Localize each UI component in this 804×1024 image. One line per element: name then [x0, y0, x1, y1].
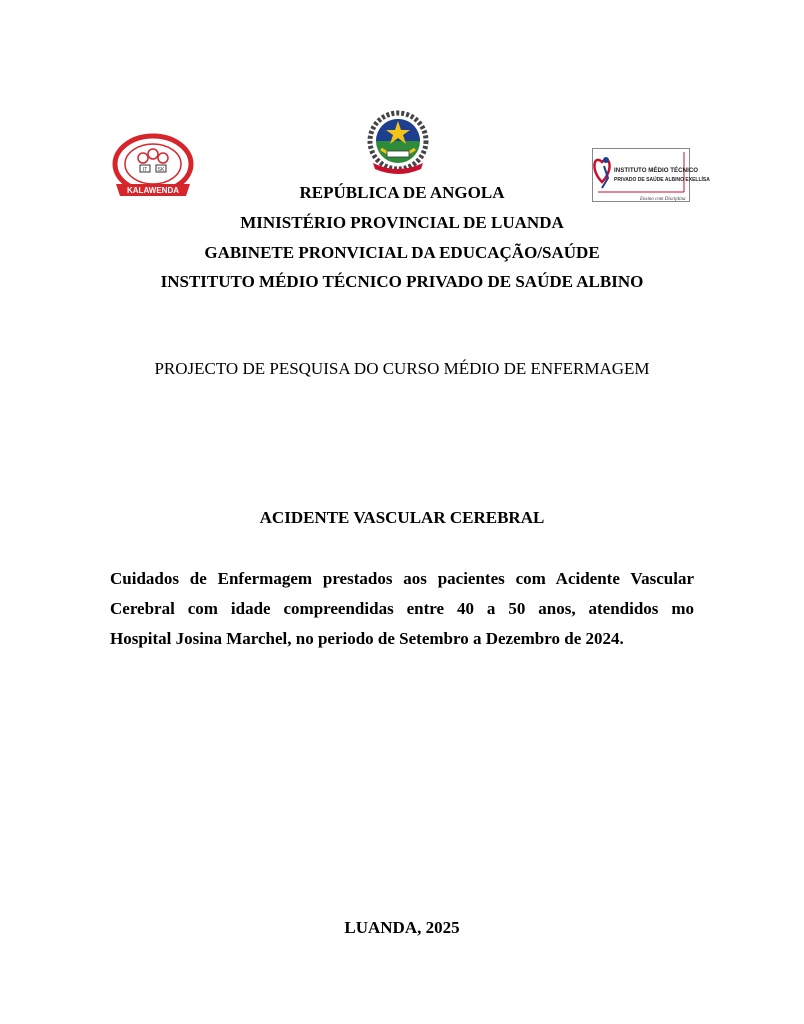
- header-cabinet: GABINETE PRONVICIAL DA EDUCAÇÃO/SAÚDE: [204, 243, 600, 262]
- research-topic-title: ACIDENTE VASCULAR CEREBRAL: [259, 508, 545, 527]
- description-line: Hospital Josina Marchel, no periodo de Setembro a Dezembro de 2024.: [110, 629, 624, 648]
- location-year: LUANDA, 2025: [344, 918, 460, 937]
- header-ministry: MINISTÉRIO PROVINCIAL DE LUANDA: [240, 213, 564, 232]
- description-line: Cerebral com idade compreendidas entre 40 a 50 anos, atendidos mo: [110, 599, 694, 618]
- angola-coat-of-arms-logo: [363, 111, 433, 177]
- header-republic: REPÚBLICA DE ANGOLA: [299, 183, 505, 202]
- project-subtitle: PROJECTO DE PESQUISA DO CURSO MÉDIO DE ENFERMAGEM: [154, 359, 650, 378]
- logo-left-inner-1: IT: [142, 167, 148, 173]
- header-institute: INSTITUTO MÉDIO TÉCNICO PRIVADO DE SAÚDE ALBINO: [160, 272, 644, 291]
- logo-right-title-2: PRIVADO DE SAÚDE ALBINO EXELLÍSA: [614, 177, 710, 183]
- logo-right-tagline: Ensino com Disciplina: [640, 197, 686, 202]
- logo-left-banner: KALAWENDA: [127, 186, 179, 195]
- logo-left-inner-2: SK: [157, 167, 165, 173]
- research-description: [110, 564, 694, 654]
- logo-right-title-1: INSTITUTO MÉDIO TÉCNICO: [614, 167, 699, 174]
- description-line: Cuidados de Enfermagem prestados aos pacientes com Acidente Vascular: [110, 569, 694, 588]
